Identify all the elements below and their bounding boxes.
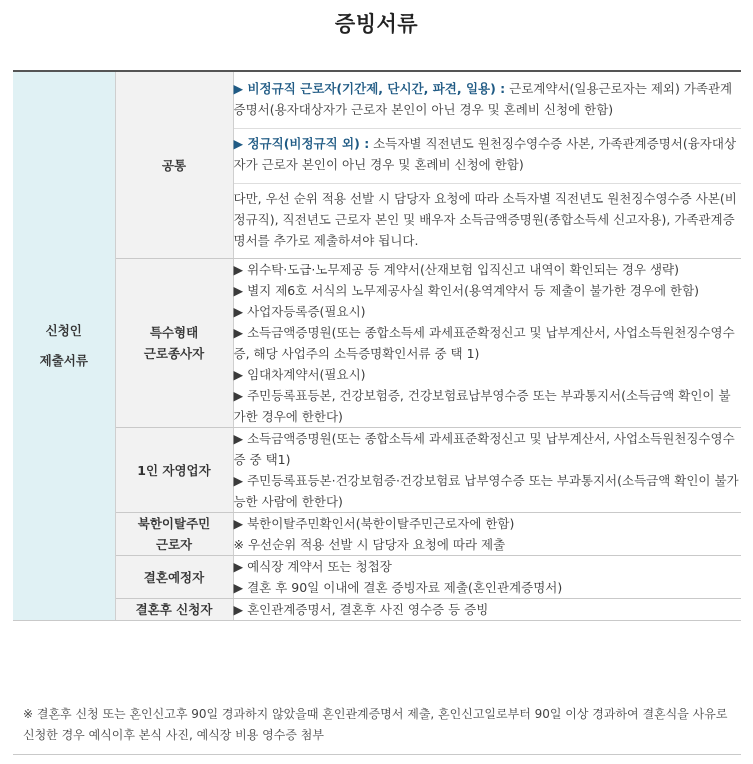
common-extra-note: 다만, 우선 순위 적용 선발 시 담당자 요청에 따라 소득자별 직전년도 원천징수영수증 사본(비정규직), 직전년도 근로자 본인 및 배우자 소득금액증명원(종합소득세 신고자용), 가족관계증명서를 추가로 제출하셔야 됩니다. [234, 183, 742, 256]
category-defector-line1: 북한이탈주민 [137, 516, 211, 531]
special-description [233, 259, 741, 428]
list-item: ▶ 결혼 후 90일 이내에 결혼 증빙자료 제출(혼인관계증명서) [233, 580, 563, 595]
irregular-worker-label: ▶ 비정규직 근로자(기간제, 단시간, 파견, 일용) : [233, 81, 506, 96]
applicant-header-cell [13, 71, 115, 621]
after-wedding-description [233, 599, 741, 621]
category-wedding-planned: 결혼예정자 [115, 556, 233, 599]
common-description [233, 71, 741, 259]
row-special [13, 259, 741, 428]
regular-worker-label: ▶ 정규직(비정규직 외) : [233, 136, 370, 151]
list-item: ▶ 예식장 계약서 또는 청첩장 [233, 559, 392, 574]
category-defector [115, 513, 233, 556]
applicant-label-line2: 제출서류 [39, 353, 88, 368]
page-title: 증빙서류 [334, 12, 419, 36]
category-common: 공통 [115, 71, 233, 259]
regular-worker-block [234, 128, 742, 180]
list-item: ※ 우선순위 적용 선발 시 담당자 요청에 따라 제출 [233, 537, 506, 552]
self-employed-description [233, 428, 741, 513]
category-defector-line2: 근로자 [155, 537, 193, 552]
row-after-wedding [13, 599, 741, 621]
list-item: ▶ 소득금액증명원(또는 종합소득세 과세표준확정신고 및 납부계산서, 사업소득원천징수영수증 중 택1) [233, 431, 735, 467]
list-item: ▶ 주민등록표등본·건강보험증·건강보험료 납부영수증 또는 부과통지서(소득금액 확인이 불가능한 사람에 한한다) [233, 473, 739, 509]
defector-description [233, 513, 741, 556]
row-defector [13, 513, 741, 556]
irregular-worker-block [234, 74, 742, 125]
row-common [13, 71, 741, 259]
irregular-worker-text: 근로계약서(일용근로자는 제외) 가족관계증명서(용자대상자가 근로자 본인이 아닌 경우 및 혼례비 신청에 한함) [233, 81, 733, 117]
regular-worker-text: 소득자별 직전년도 원천징수영수증 사본, 가족관계증명서(융자대상자가 근로자 본인이 아닌 경우 및 혼례비 신청에 한함) [233, 136, 737, 172]
wedding-planned-description [233, 556, 741, 599]
category-after-wedding: 결혼후 신청자 [115, 599, 233, 621]
list-item: ▶ 소득금액증명원(또는 종합소득세 과세표준확정신고 및 납부계산서, 사업소득원천징수영수증, 해당 사업주의 소득증명확인서류 중 택 1) [233, 325, 735, 361]
applicant-label-line1: 신청인 [45, 323, 82, 338]
list-item: ▶ 위수탁·도급·노무제공 등 계약서(산재보험 입직신고 내역이 확인되는 경우 생략) [233, 262, 680, 277]
footnote: ※ 결혼후 신청 또는 혼인신고후 90일 경과하지 않았을때 혼인관계증명서 제출, 혼인신고일로부터 90일 이상 경과하여 결혼식을 사유로 신청한 경우 예식이후 본식 사진, 예식장 비용 영수증 첨부 [13, 696, 741, 755]
row-self-employed [13, 428, 741, 513]
list-item: ▶ 혼인관계증명서, 결혼후 사진 영수증 등 증빙 [233, 602, 489, 617]
list-item: ▶ 북한이탈주민확인서(북한이탈주민근로자에 한함) [233, 516, 515, 531]
list-item: ▶ 사업자등록증(필요시) [233, 304, 366, 319]
row-wedding-planned [13, 556, 741, 599]
category-self-employed: 1인 자영업자 [115, 428, 233, 513]
category-special [115, 259, 233, 428]
category-special-line1: 특수형태 [149, 325, 199, 340]
list-item: ▶ 주민등록표등본, 건강보험증, 건강보험료납부영수증 또는 부과통지서(소득금액 확인이 불가한 경우에 한한다) [233, 388, 731, 424]
list-item: ▶ 임대차계약서(필요시) [233, 367, 366, 382]
documents-table [13, 70, 741, 621]
category-special-line2: 근로종사자 [143, 346, 205, 361]
list-item: ▶ 별지 제6호 서식의 노무제공사실 확인서(용역계약서 등 제출이 불가한 경우에 한함) [233, 283, 700, 298]
